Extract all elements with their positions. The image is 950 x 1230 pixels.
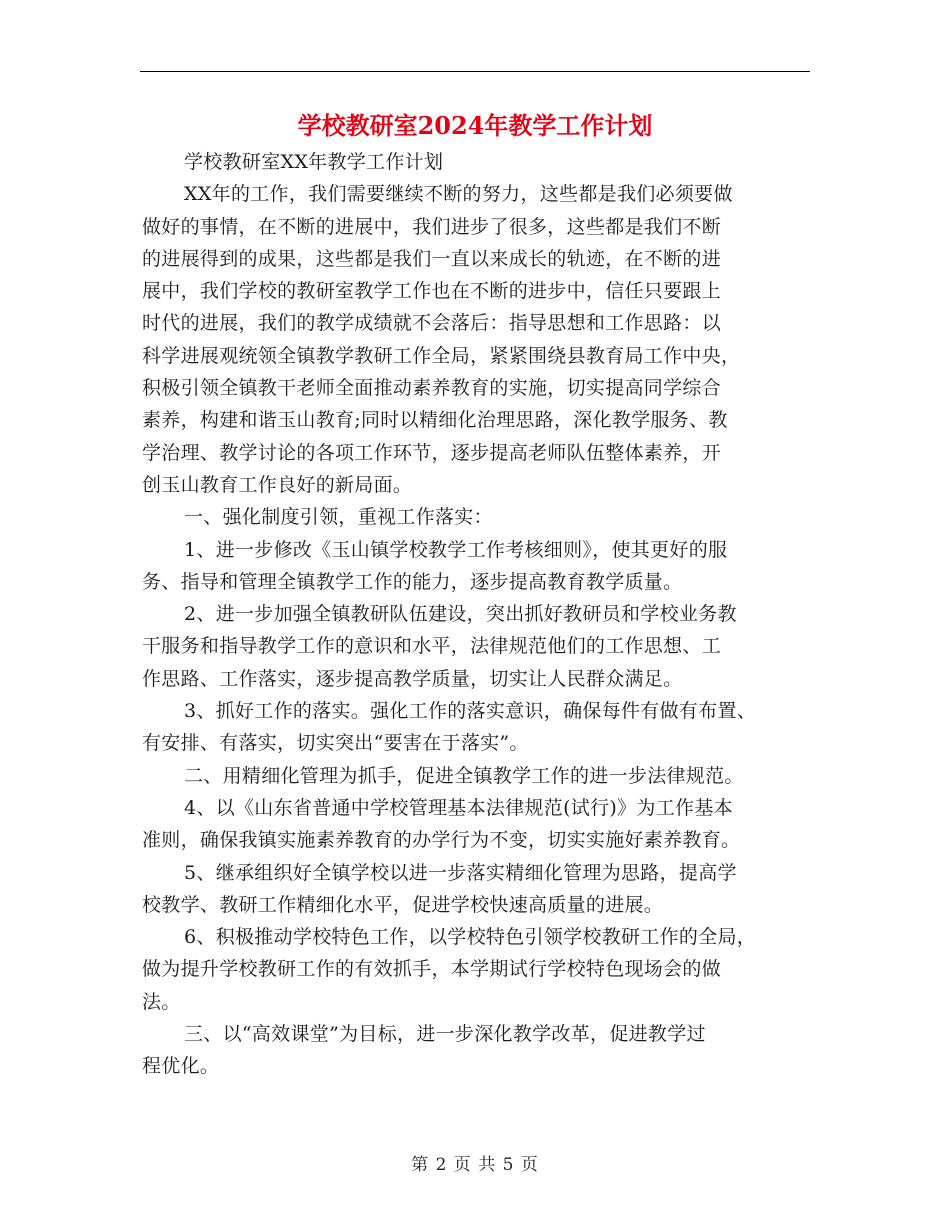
text-line: 展中，我们学校的教研室教学工作也在不断的进步中，信任只要跟上 bbox=[142, 280, 722, 303]
text-line: 程优化。 bbox=[142, 1055, 220, 1078]
text-line: 学治理、教学讨论的各项工作环节，逐步提高老师队伍整体素养，开 bbox=[142, 441, 722, 464]
text-line: 积极引领全镇教干老师全面推动素养教育的实施，切实提高同学综合 bbox=[142, 377, 722, 400]
text-line: 1、进一步修改《玉山镇学校教学工作考核细则》，使其更好的服 bbox=[184, 538, 728, 561]
text-line: 创玉山教育工作良好的新局面。 bbox=[142, 473, 413, 496]
text-line: 做好的事情，在不断的进展中，我们进步了很多，这些都是我们不断 bbox=[142, 215, 722, 238]
text-line: 素养，构建和谐玉山教育;同时以精细化治理思路，深化教学服务、教 bbox=[142, 409, 728, 432]
text-line: 4、以《山东省普通中学校管理基本法律规范(试行)》为工作基本 bbox=[184, 796, 733, 819]
text-line: 2、进一步加强全镇教研队伍建设，突出抓好教研员和学校业务教 bbox=[184, 603, 737, 626]
text-line: 做为提升学校教研工作的有效抓手，本学期试行学校特色现场会的做 bbox=[142, 958, 722, 981]
text-line: 6、积极推动学校特色工作，以学校特色引领学校教研工作的全局， bbox=[184, 926, 757, 949]
text-line: 法。 bbox=[142, 990, 181, 1013]
text-line: 有安排、有落实，切实突出“要害在于落实”。 bbox=[142, 732, 529, 755]
text-line: 3、抓好工作的落实。强化工作的落实意识，确保每件有做有布置、 bbox=[184, 700, 757, 723]
text-line: 务、指导和管理全镇教学工作的能力，逐步提高教育教学质量。 bbox=[142, 570, 683, 593]
text-line: 三、以“高效课堂”为目标，进一步深化教学改革，促进教学过 bbox=[184, 1023, 706, 1046]
text-line: 干服务和指导教学工作的意识和水平，法律规范他们的工作思想、工 bbox=[142, 635, 722, 658]
document-body bbox=[142, 146, 810, 1083]
text-line: 5、继承组织好全镇学校以进一步落实精细化管理为思路，提高学 bbox=[184, 861, 737, 884]
text-line: 作思路、工作落实，逐步提高教学质量，切实让人民群众满足。 bbox=[142, 667, 683, 690]
text-line: 校教学、教研工作精细化水平，促进学校快速高质量的进展。 bbox=[142, 893, 664, 916]
text-line: 时代的进展，我们的教学成绩就不会落后：指导思想和工作思路：以 bbox=[142, 312, 722, 335]
page-number: 第 2 页 共 5 页 bbox=[411, 1155, 539, 1175]
document-title: 学校教研室2024年教学工作计划 bbox=[297, 111, 653, 140]
text-line: 科学进展观统领全镇教学教研工作全局，紧紧围绕县教育局工作中央， bbox=[142, 344, 741, 367]
header-rule bbox=[140, 71, 810, 72]
text-line: XX年的工作，我们需要继续不断的努力，这些都是我们必须要做 bbox=[184, 183, 733, 206]
text-line: 学校教研室XX年教学工作计划 bbox=[184, 151, 444, 173]
text-line: 的进展得到的成果，这些都是我们一直以来成长的轨迹，在不断的进 bbox=[142, 247, 722, 270]
text-line: 准则，确保我镇实施素养教育的办学行为不变，切实实施好素养教育。 bbox=[142, 829, 741, 852]
text-line: 二、用精细化管理为抓手，促进全镇教学工作的进一步法律规范。 bbox=[184, 764, 744, 787]
text-line: 一、强化制度引领，重视工作落实： bbox=[184, 506, 493, 529]
